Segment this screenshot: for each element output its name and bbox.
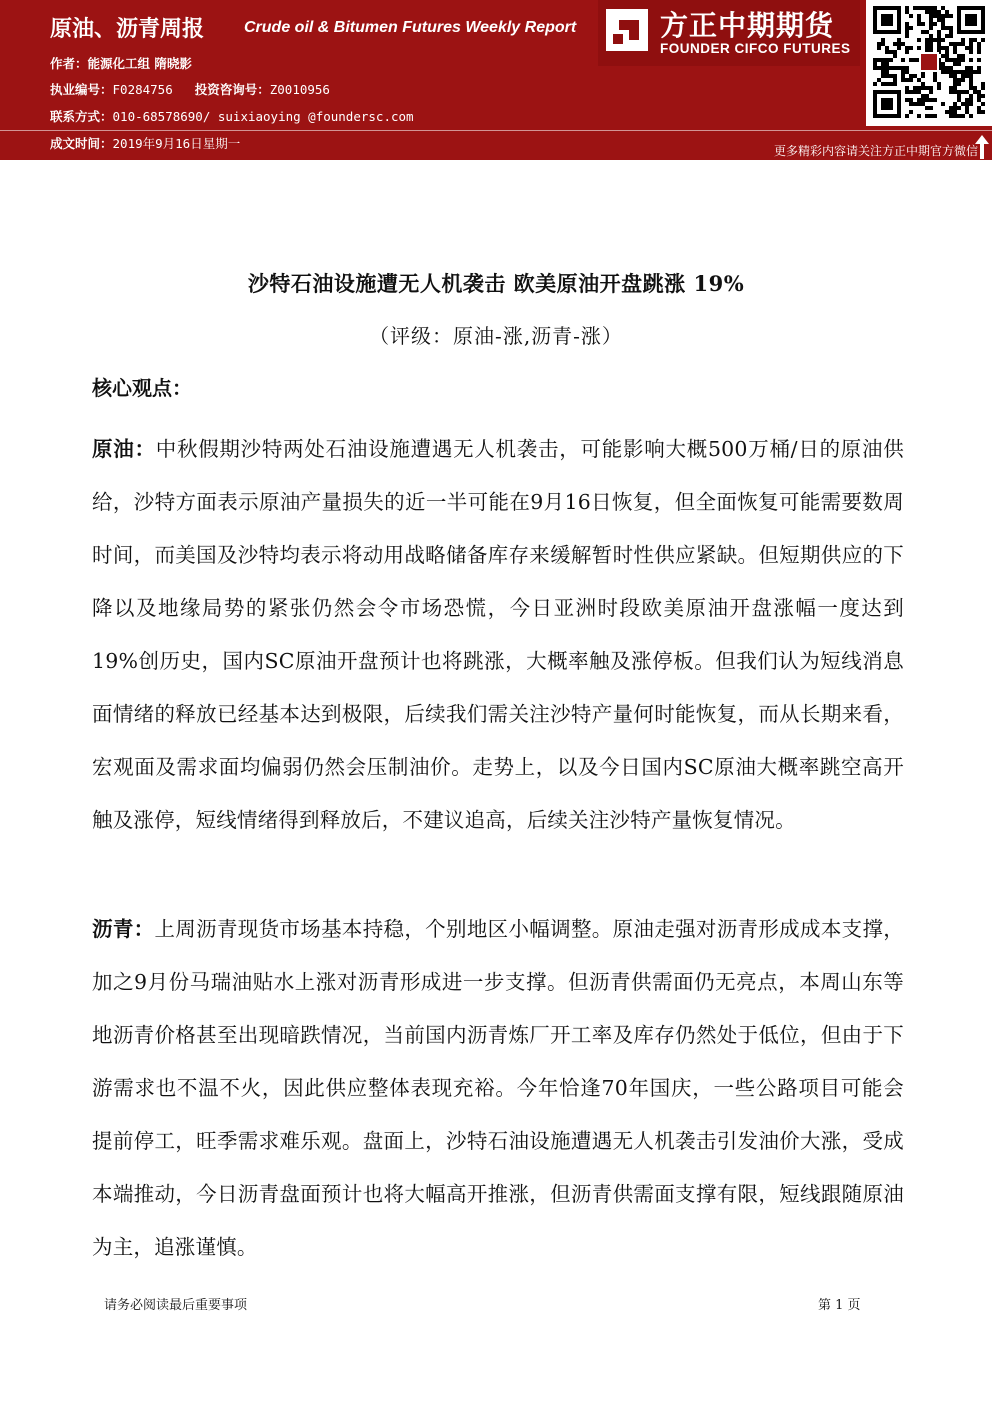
contact-line	[50, 107, 414, 125]
crude-oil-lead: 原油：	[92, 437, 156, 461]
crude-oil-text: 中秋假期沙特两处石油设施遭遇无人机袭击，可能影响大概500万桶/日的原油供给，沙特方面表示原油产量损失的近一半可能在9月16日恢复，但全面恢复可能需要数周时间，而美国及沙特均表示将动用战略储备库存来缓解暂时性供应紧缺。但短期供应的下降以及地缘局势的紧张仍然会令市场恐慌，今日亚洲时段欧美原油开盘涨幅一度达到19%创历史，国内SC原油开盘预计也将跳涨，大概率触及涨停板。但我们认为短线消息面情绪的释放已经基本达到极限，后续我们需关注沙特产量何时能恢复，而从长期来看，宏观面及需求面均偏弱仍然会压制油价。走势上，以及今日国内SC原油大概率跳空高开触及涨停，短线情绪得到释放后，不建议追高，后续关注沙特产量恢复情况。	[92, 437, 904, 832]
bitumen-text: 上周沥青现货市场基本持稳，个别地区小幅调整。原油走强对沥青形成成本支撑，加之9月份马瑞油贴水上涨对沥青形成进一步支撑。但沥青供需面仍无亮点，本周山东等地沥青价格甚至出现暗跌情况，当前国内沥青炼厂开工率及库存仍然处于低位，但由于下游需求也不温不火，因此供应整体表现充裕。今年恰逢70年国庆，一些公路项目可能会提前停工，旺季需求难乐观。盘面上，沙特石油设施遭遇无人机袭击引发油价大涨，受成本端推动，今日沥青盘面预计也将大幅高开推涨，但沥青供需面支撑有限，短线跟随原油为主，追涨谨慎。	[92, 917, 904, 1259]
author-label: 作者：	[50, 56, 88, 71]
up-arrow-icon	[974, 134, 990, 160]
report-series-subtitle: Crude oil & Bitumen Futures Weekly Report	[244, 19, 577, 36]
license-line	[50, 80, 330, 98]
date-value: 2019年9月16日星期一	[112, 136, 241, 151]
author-line	[50, 54, 192, 72]
header-divider	[0, 130, 992, 131]
core-views-heading: 核心观点：	[92, 376, 192, 400]
brand-name-cn: 方正中期期货	[660, 9, 835, 42]
bitumen-lead: 沥青：	[92, 917, 155, 941]
qr-code-icon	[873, 6, 985, 118]
report-series-title: 原油、沥青周报	[50, 17, 205, 42]
report-rating: （评级：原油-涨,沥青-涨）	[369, 324, 623, 348]
advisor-label: 投资咨询号：	[194, 82, 270, 97]
qr-code	[866, 0, 992, 126]
license-value: F0284756	[112, 82, 173, 97]
crude-oil-paragraph	[92, 423, 904, 847]
contact-value: 010-68578690/ suixiaoying @foundersc.com	[112, 109, 414, 124]
contact-label: 联系方式：	[50, 109, 113, 124]
wechat-follow-note: 更多精彩内容请关注方正中期官方微信	[773, 144, 978, 158]
date-label: 成文时间：	[50, 136, 113, 151]
advisor-value: Z0010956	[269, 82, 330, 97]
footer-disclaimer-note: 请务必阅读最后重要事项	[104, 1298, 248, 1313]
date-line	[50, 134, 240, 152]
author-value: 能源化工组 隋晓影	[87, 56, 192, 71]
brand-name-en: FOUNDER CIFCO FUTURES	[660, 41, 851, 56]
page-number: 第 1 页	[818, 1298, 861, 1313]
license-label: 执业编号：	[50, 82, 113, 97]
report-title: 沙特石油设施遭无人机袭击 欧美原油开盘跳涨 19%	[247, 271, 745, 296]
report-header	[0, 0, 992, 160]
bitumen-paragraph	[92, 903, 904, 1274]
founder-logo-icon	[605, 8, 649, 52]
